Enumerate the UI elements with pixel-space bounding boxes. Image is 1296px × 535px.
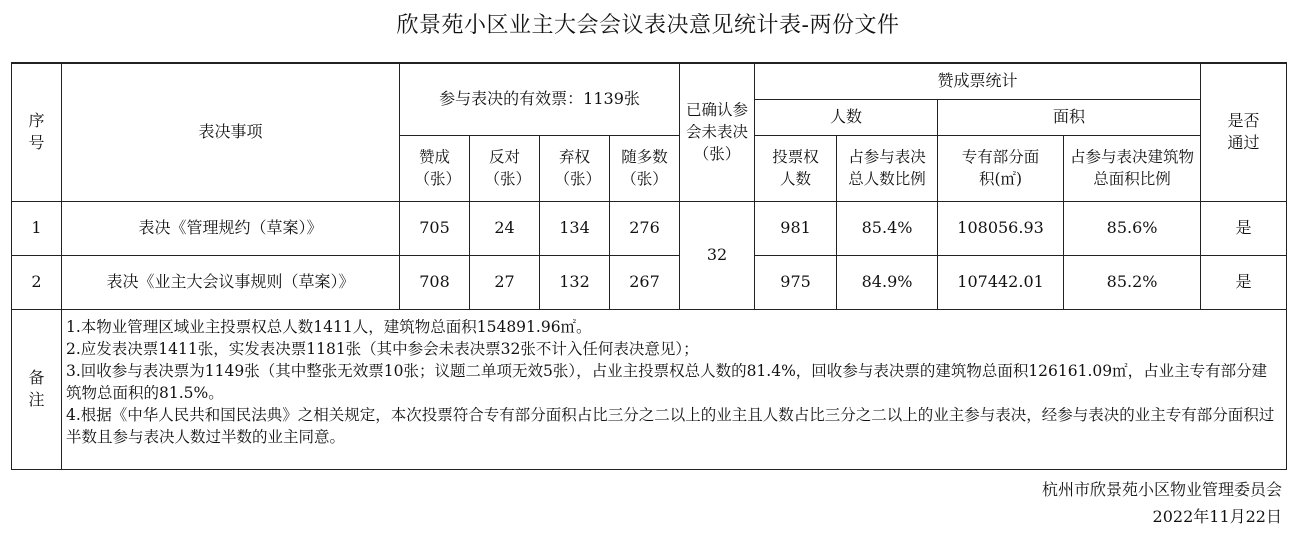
row-seq: 1	[12, 201, 62, 255]
confirmed-value: 32	[680, 201, 755, 309]
row-item: 表决《业主大会议事规则（草案）》	[62, 255, 400, 309]
row-area: 108056.93	[938, 201, 1064, 255]
note-item: 2.应发表决票1411张，实发表决票1181张（其中参会未表决票32张不计入任何表决意见）；	[66, 339, 699, 358]
header-confirmed: 已确认参会未表决（张）	[680, 63, 755, 201]
notes-list	[62, 309, 1287, 469]
footer-organization: 杭州市欣景苑小区物业管理委员会	[1041, 480, 1282, 499]
table-row	[12, 201, 1287, 255]
notes-label: 备注	[12, 309, 62, 469]
header-seq: 序号	[12, 63, 62, 201]
header-people: 人数	[755, 99, 938, 135]
header-voters-ratio: 占参与表决总人数比例	[837, 135, 938, 201]
row-voters-ratio: 84.9%	[837, 255, 938, 309]
header-area-ratio: 占参与表决建筑物总面积比例	[1064, 135, 1201, 201]
row-voters: 975	[755, 255, 837, 309]
header-voters: 投票权人数	[755, 135, 837, 201]
header-approve-stats: 赞成票统计	[755, 63, 1201, 99]
vote-results-table	[11, 62, 1287, 470]
header-valid-votes: 参与表决的有效票：1139张	[400, 63, 680, 135]
row-pass: 是	[1201, 201, 1287, 255]
row-abstain: 134	[540, 201, 610, 255]
header-approve: 赞成（张）	[400, 135, 470, 201]
header-oppose: 反对（张）	[470, 135, 540, 201]
row-majority: 267	[610, 255, 680, 309]
row-voters-ratio: 85.4%	[837, 201, 938, 255]
header-abstain: 弃权（张）	[540, 135, 610, 201]
row-seq: 2	[12, 255, 62, 309]
row-majority: 276	[610, 201, 680, 255]
footer-date: 2022年11月22日	[1152, 507, 1282, 526]
page-title: 欣景苑小区业主大会会议表决意见统计表-两份文件	[396, 13, 900, 38]
row-voters: 981	[755, 201, 837, 255]
row-pass: 是	[1201, 255, 1287, 309]
table-row	[12, 255, 1287, 309]
row-abstain: 132	[540, 255, 610, 309]
row-area-ratio: 85.6%	[1064, 201, 1201, 255]
row-oppose: 24	[470, 201, 540, 255]
header-majority: 随多数（张）	[610, 135, 680, 201]
row-approve: 705	[400, 201, 470, 255]
note-item: 3.回收参与表决票为1149张（其中整张无效票10张；议题二单项无效5张），占业主投票权总人数的81.4%，回收参与表决票的建筑物总面积126161.09㎡，占业主专有部分建筑物总面积的81.5%。	[66, 361, 1268, 402]
row-approve: 708	[400, 255, 470, 309]
row-area: 107442.01	[938, 255, 1064, 309]
header-pass: 是否通过	[1201, 63, 1287, 201]
header-area: 面积	[938, 99, 1201, 135]
row-item: 表决《管理规约（草案）》	[62, 201, 400, 255]
note-item: 4.根据《中华人民共和国民法典》之相关规定，本次投票符合专有部分面积占比三分之二以上的业主且人数占比三分之二以上的业主参与表决，经参与表决的业主专有部分面积过半数且参与表决人数过半数的业主同意。	[66, 405, 1275, 446]
header-item: 表决事项	[62, 63, 400, 201]
header-exclusive-area: 专有部分面积(㎡)	[938, 135, 1064, 201]
row-area-ratio: 85.2%	[1064, 255, 1201, 309]
row-oppose: 27	[470, 255, 540, 309]
note-item: 1.本物业管理区域业主投票权总人数1411人，建筑物总面积154891.96㎡。	[66, 317, 592, 336]
